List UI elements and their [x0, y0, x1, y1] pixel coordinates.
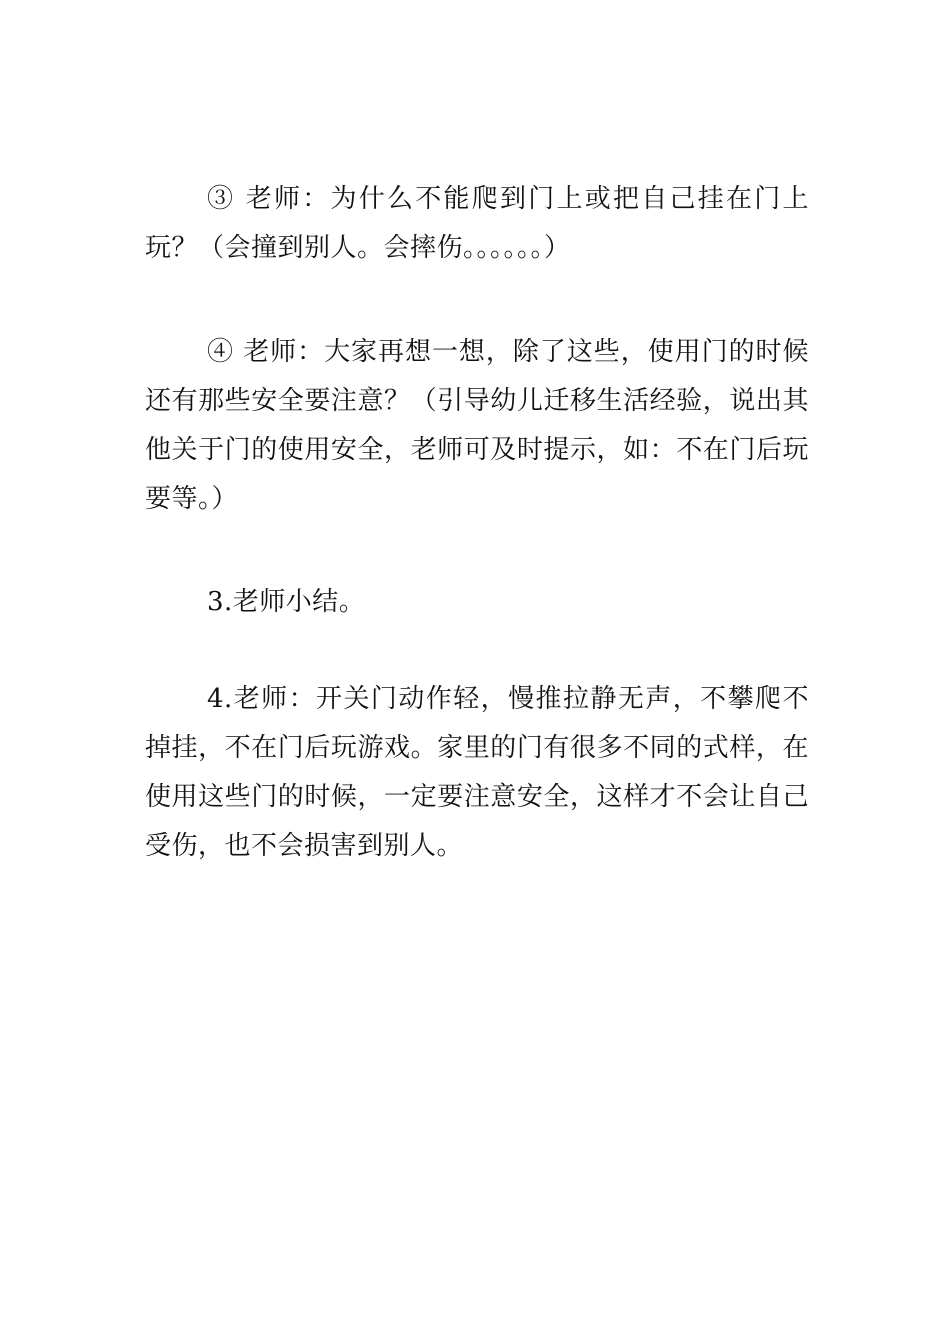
- paragraph-summary-heading: 3.老师小结。: [207, 587, 366, 617]
- paragraph-teacher-summary: 4.老师：开关门动作轻，慢推拉静无声，不攀爬不掉挂，不在门后玩游戏。家里的门有很多不同的式样，在使用这些门的时候，一定要注意安全，这样才不会让自己受伤，也不会损害到别人。: [145, 684, 809, 861]
- paragraph-question-3: ③ 老师：为什么不能爬到门上或把自己挂在门上玩？（会撞到别人。会摔伤。。。。。。）: [145, 184, 809, 263]
- paragraph-question-4: ④ 老师：大家再想一想，除了这些，使用门的时候还有那些安全要注意？（引导幼儿迁移生活经验，说出其他关于门的使用安全，老师可及时提示，如：不在门后玩要等。）: [145, 337, 809, 514]
